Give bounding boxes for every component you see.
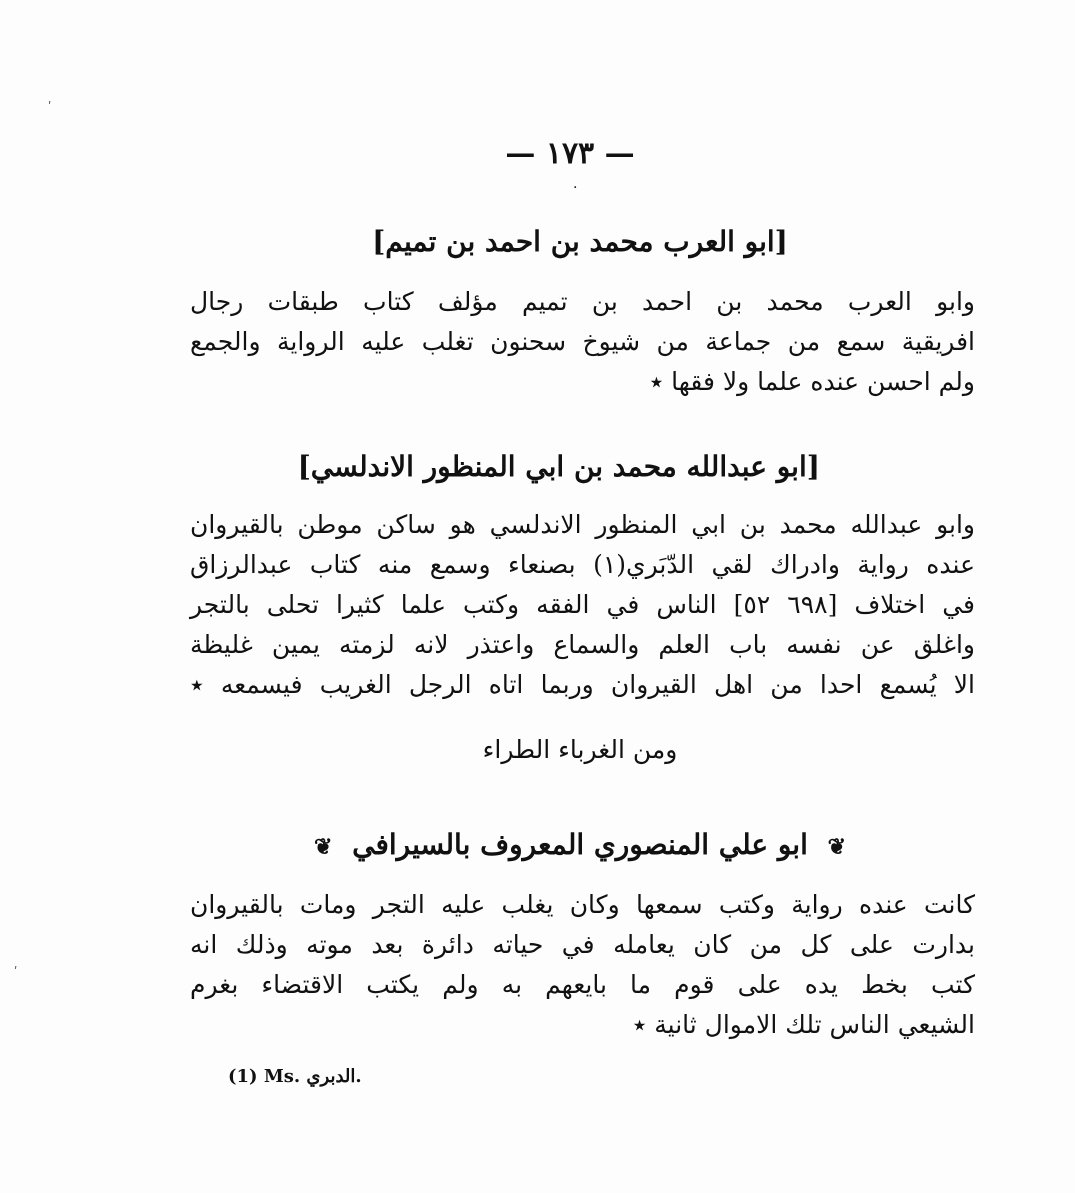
margin-speck: ʹ xyxy=(48,100,52,114)
paragraph-line: كانت عنده رواية وكتب سمعها وكان يغلب عليه التجر ومات بالقيروان xyxy=(190,890,975,919)
paragraph-line: الا يُسمع احدا من اهل القيروان وربما اتاه الرجل الغريب فيسمعه ٭ xyxy=(190,670,975,699)
section-heading-abu-abdallah: [ابو عبدالله محمد بن ابي المنظور الاندلسي] xyxy=(297,450,820,483)
footnote: (1) Ms. الدبري. xyxy=(228,1066,362,1087)
page-number: — ١٧٣ — xyxy=(505,136,635,171)
paragraph-abu-ali xyxy=(190,885,975,1045)
section-heading-abu-al-arab: [ابو العرب محمد بن احمد بن تميم] xyxy=(372,225,788,258)
paragraph-line: في اختلاف [٦٩٨ ٥٢] الناس في الفقه وكتب علما كثيرا تحلى بالتجر xyxy=(190,590,976,619)
paragraph-line: افريقية سمع من جماعة من شيوخ سحنون تغلب عليه الرواية والجمع xyxy=(190,327,975,356)
section-heading-abu-ali-text: ابو علي المنصوري المعروف بالسيرافي xyxy=(352,828,808,861)
subheading-strangers: ومن الغرباء الطراء xyxy=(482,735,678,764)
paragraph-line: وابو عبدالله محمد بن ابي المنظور الاندلسي هو ساكن موطن بالقيروان xyxy=(190,510,975,539)
paragraph-line: واغلق عن نفسه باب العلم والسماع واعتذر لانه لزمته يمين غليظة xyxy=(190,630,975,659)
paragraph-line: وابو العرب محمد بن احمد بن تميم مؤلف كتاب طبقات رجال xyxy=(190,287,975,316)
paragraph-line: ولم احسن عنده علما ولا فقها ٭ xyxy=(649,367,975,396)
paragraph-abu-abdallah xyxy=(190,505,975,705)
ornament-icon: ❦ xyxy=(827,833,847,860)
margin-speck: ʹ xyxy=(14,965,18,979)
paragraph-line: كتب بخط يده على قوم ما بايعهم به ولم يكتب الاقتضاء بغرم xyxy=(190,970,975,999)
ornament-icon: ❦ xyxy=(313,833,333,860)
printer-dot: · xyxy=(573,180,578,196)
section-heading-abu-ali xyxy=(300,828,860,861)
paragraph-line: بدارت على كل من كان يعامله في حياته دائرة بعد موته وذلك انه xyxy=(190,930,975,959)
paragraph-abu-al-arab xyxy=(190,282,975,402)
paragraph-line: الشيعي الناس تلك الاموال ثانية ٭ xyxy=(632,1010,975,1039)
paragraph-line: عنده رواية وادراك لقي الدّبَري(١) بصنعاء وسمع منه كتاب عبدالرزاق xyxy=(190,550,975,579)
